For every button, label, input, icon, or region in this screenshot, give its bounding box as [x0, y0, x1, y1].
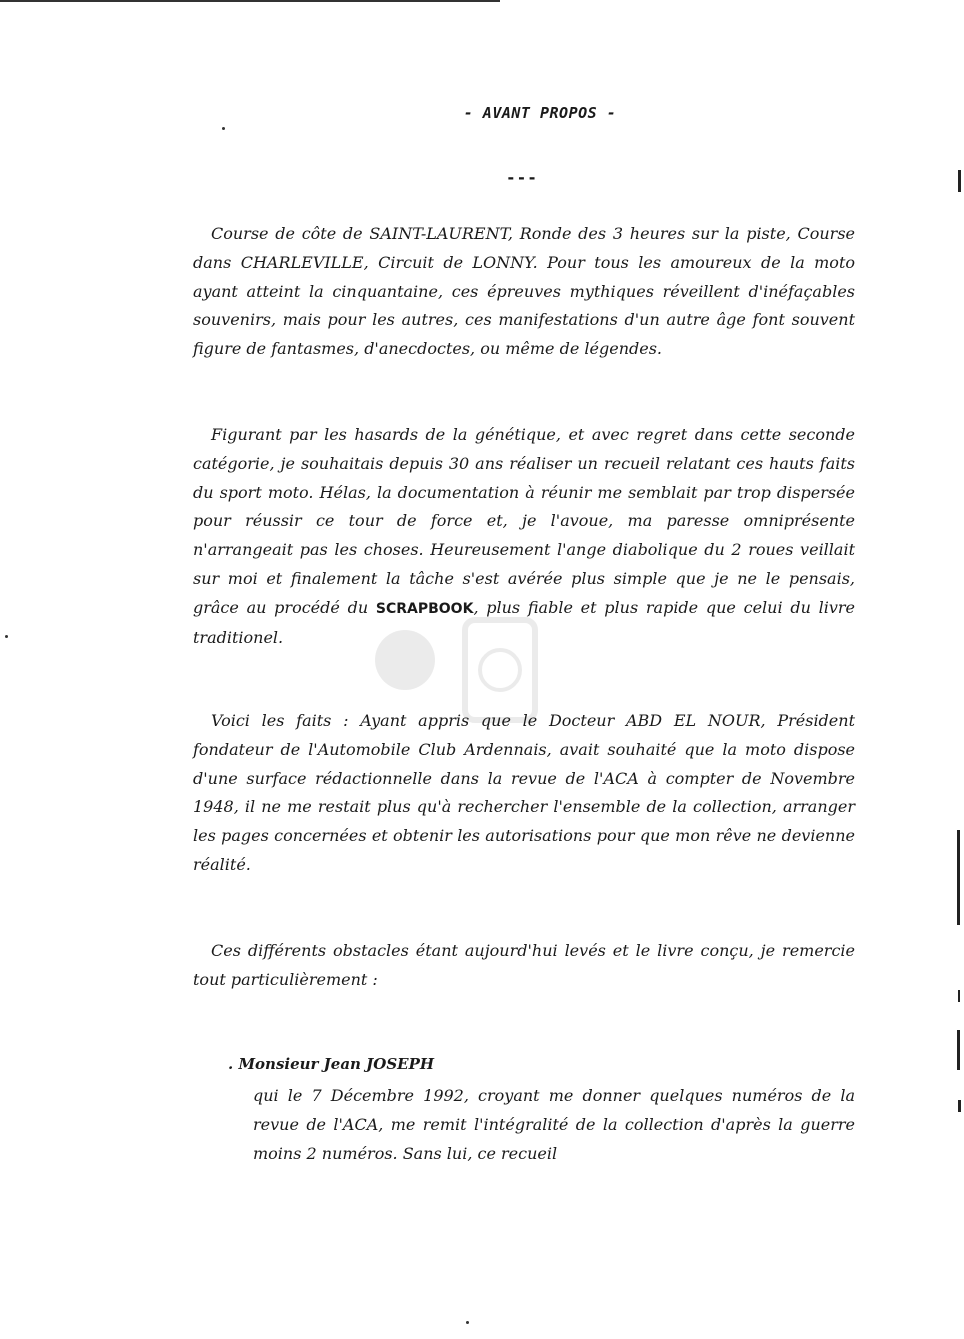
paragraph-2-text-end: , plus fiable et plus rapide que celui du livre traditionel.: [193, 597, 856, 647]
scan-mark: [957, 1030, 960, 1070]
paragraph-1-text: Course de côte de SAINT-LAURENT, Ronde des 3 heures sur la piste, Course dans CHARLEVILLE, Circuit de LONNY. Pour tous les amoureux de la moto ayant atteint la cinquantaine, ces épreuves mythiques réveillent d'inéfaçables souvenirs, mais pour les autres, ces manifestations d'un autre âge font souvent figure de fantasmes, d'anecdoctes, ou même de légendes.: [193, 224, 855, 359]
paragraph-2: [193, 421, 855, 652]
stray-dot: [466, 1321, 469, 1324]
paragraph-4: [193, 937, 855, 995]
scan-mark: [958, 990, 960, 1002]
paragraph-4-text: Ces différents obstacles étant aujourd'hui levés et le livre conçu, je remercie tout particulièrement :: [193, 941, 855, 989]
thanks-text: qui le 7 Décembre 1992, croyant me donner quelques numéros de la revue de l'ACA, me remit l'intégralité de la collection d'après la guerre moins 2 numéros. Sans lui, ce recueil: [253, 1086, 855, 1163]
page-title: - AVANT PROPOS -: [463, 104, 617, 122]
scan-top-border: [0, 0, 500, 2]
scan-mark: [958, 1100, 961, 1112]
thanks-heading: . Monsieur Jean JOSEPH: [228, 1055, 435, 1073]
paragraph-3-text: Voici les faits : Ayant appris que le Docteur ABD EL NOUR, Président fondateur de l'Automobile Club Ardennais, avait souhaité que la moto dispose d'une surface rédactionnelle dans la revue de l'ACA à compter de Novembre 1948, il ne me restait plus qu'à rechercher l'ensemble de la collection, arranger les pages concernées et obtenir les autorisations pour que mon rêve ne devienne réalité.: [193, 711, 855, 874]
title-separator: ---: [506, 168, 538, 187]
stray-dot: [222, 127, 225, 130]
scan-mark: [957, 830, 960, 925]
scrapbook-keyword: SCRAPBOOK: [375, 600, 474, 617]
stray-dot: [5, 635, 8, 638]
paragraph-3: [193, 707, 855, 880]
paragraph-1: [193, 220, 855, 364]
scan-mark: [958, 170, 961, 192]
paragraph-2-text: Figurant par les hasards de la génétique, et avec regret dans cette seconde catégorie, je souhaitais depuis 30 ans réaliser un recueil relatant ces hauts faits du sport moto. Hélas, la documentation à réunir me semblait par trop dispersée pour réussir ce tour de force et, je l'avoue, ma paresse omniprésente n'arrangeait pas les choses. Heureusement l'ange diabolique du 2 roues veillait sur moi et finalement la tâche s'est avérée plus simple que je ne le pensais, grâce au procédé du: [193, 425, 855, 617]
